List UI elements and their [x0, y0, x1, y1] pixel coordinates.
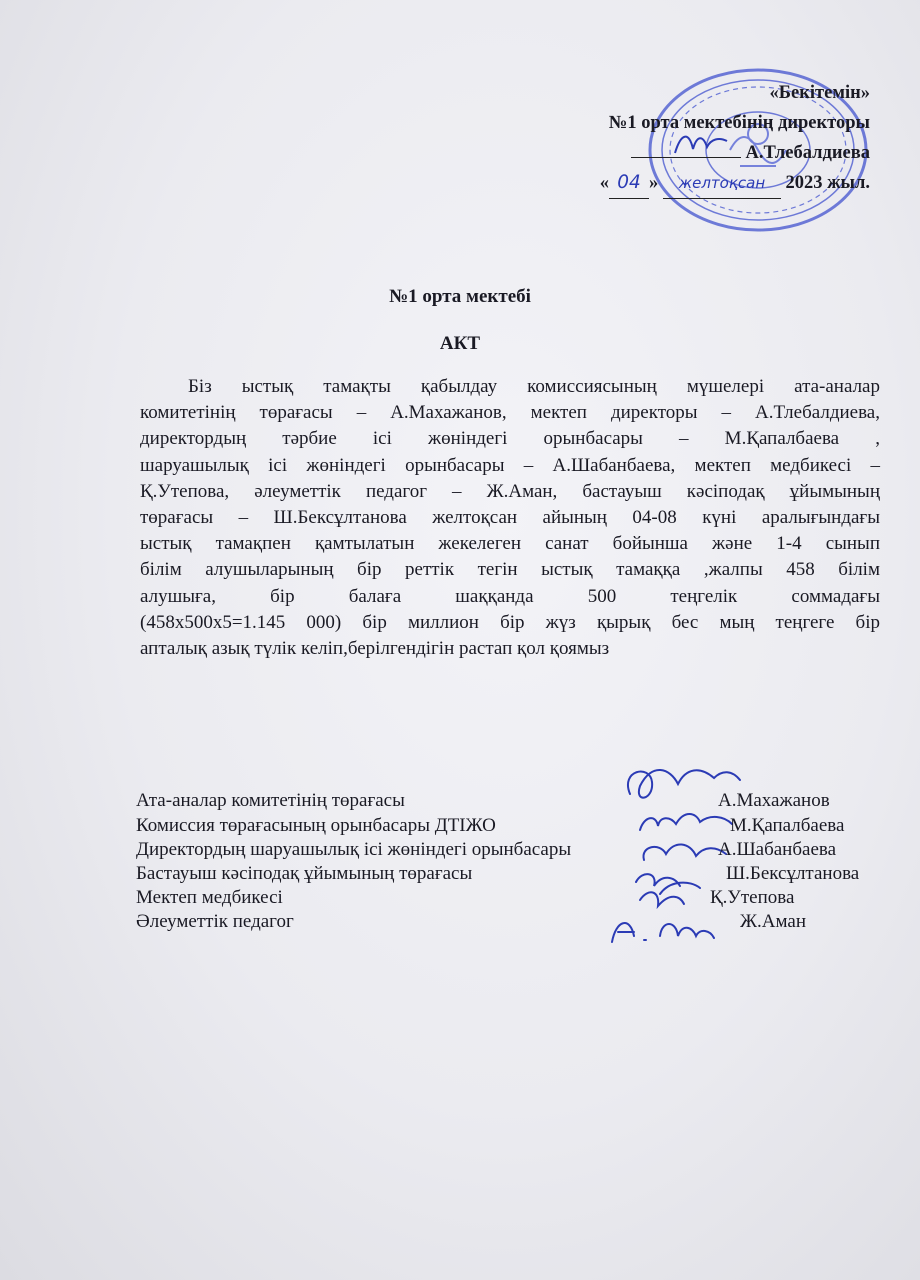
signatory-name: М.Қапалбаева: [730, 815, 845, 836]
signatory-name: А.Махажанов: [718, 790, 830, 811]
signatory-row: [136, 790, 896, 814]
body-line: төрағасы – Ш.Бексұлтанова желтоқсан айының 04-08 күні аралығындағы: [140, 507, 880, 529]
signatory-name: Ш.Бексұлтанова: [726, 863, 860, 884]
body-line: Біз ыстық тамақты қабылдау комиссиясының мүшелері ата-аналар: [188, 376, 880, 397]
signatory-name: А.Шабанбаева: [718, 839, 837, 860]
signatory-row: [136, 815, 896, 839]
approval-position: №1 орта мектебінің директоры: [608, 113, 870, 133]
body-line: апталық азық түлік келіп,берілгендігін растап қол қоямыз: [140, 638, 610, 660]
body-line: (458х500х5=1.145 000) бір миллион бір жүз қырық бес мың теңгеге бір: [140, 611, 880, 633]
signatory-row: [136, 863, 896, 887]
signatory-role: Директордың шаруашылық ісі жөніндегі орынбасары: [136, 839, 572, 860]
date-month: желтоқсан: [663, 168, 781, 199]
body-line: алушыға, бір балаға шаққанда 500 теңгелік соммадағы: [140, 585, 880, 607]
signatory-name: Қ.Утепова: [710, 887, 795, 908]
signatory-role: Бастауыш кәсіподақ ұйымының төрағасы: [136, 863, 473, 884]
approval-block: [510, 78, 870, 199]
school-name: №1 орта мектебі: [389, 286, 531, 307]
signatory-row: [136, 887, 896, 911]
signatory-row: [136, 839, 896, 863]
act-body: [140, 374, 880, 662]
signatory-role: Комиссия төрағасының орынбасары ДТІЖО: [136, 815, 496, 836]
signatory-role: Әлеуметтік педагог: [136, 911, 294, 932]
director-name: А.Тлебалдиева: [745, 143, 870, 163]
body-line: ыстық тамақпен қамтылатын жекелеген санат бойынша және 1-4 сынып: [140, 533, 880, 555]
body-line: директордың тәрбие ісі жөніндегі орынбасары – М.Қапалбаева ,: [140, 428, 880, 450]
body-line: білім алушыларының бір реттік тегін ыстық тамаққа ,жалпы 458 білім: [140, 559, 880, 581]
approval-signature-line: [510, 138, 870, 168]
date-year: 2023 жыл.: [785, 173, 870, 193]
signatory-role: Мектеп медбикесі: [136, 887, 283, 908]
signatory-name: Ж.Аман: [740, 911, 806, 932]
date-day: 04: [609, 168, 649, 199]
body-line: Қ.Утепова, әлеуметтік педагог – Ж.Аман, бастауыш кәсіподақ ұйымының: [140, 480, 880, 502]
signatory-row: [136, 911, 896, 935]
approval-title: «Бекітемін»: [769, 83, 870, 103]
director-signature: [671, 129, 731, 159]
signatory-role: Ата-аналар комитетінің төрағасы: [136, 790, 405, 811]
body-line: комитетінің төрағасы – А.Махажанов, мектеп директоры – А.Тлебалдиева,: [140, 402, 880, 424]
approval-date: « 04 » желтоқсан 2023 жыл.: [510, 168, 870, 199]
document-type: АКТ: [439, 333, 481, 354]
body-line: шаруашылық ісі жөніндегі орынбасары – А.Шабанбаева, мектеп медбикесі –: [140, 454, 880, 476]
